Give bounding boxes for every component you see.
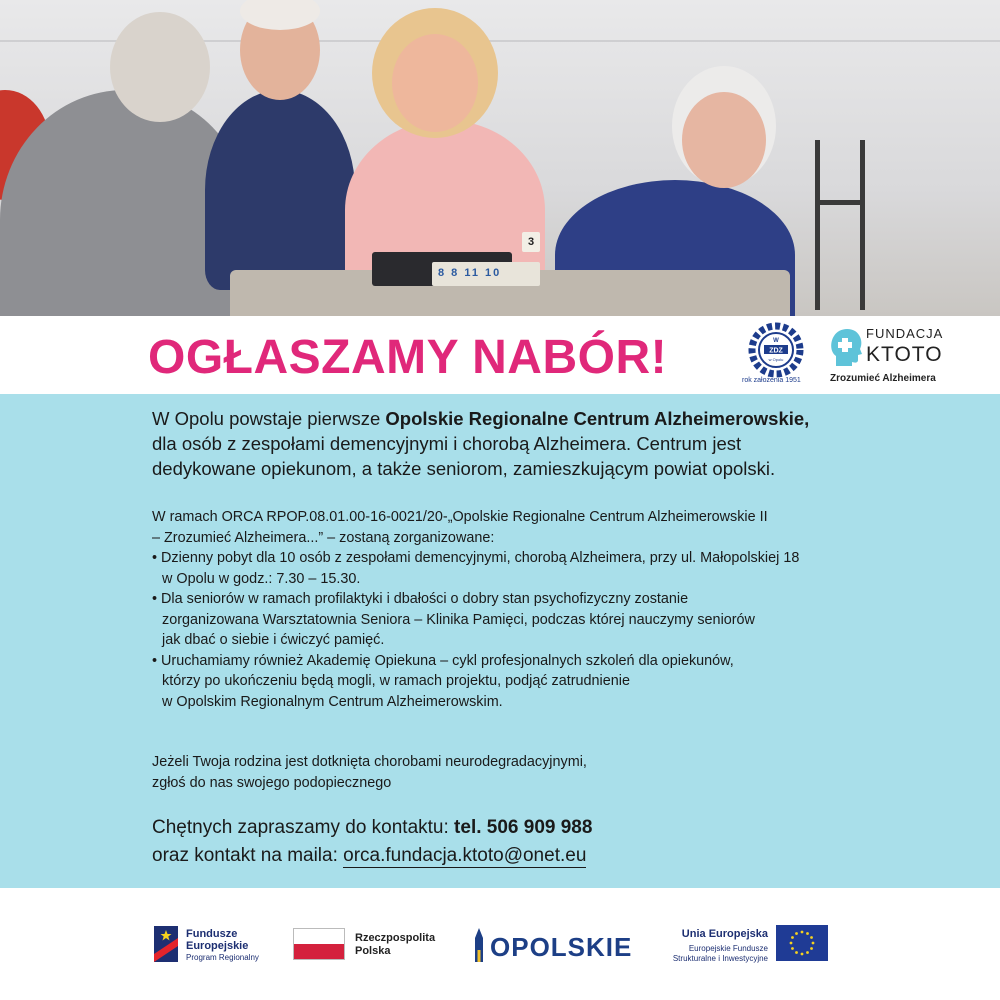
intro-line-3: dedykowane opiekunom, a także seniorom, zamieszkującym powiat opolski. [152, 458, 776, 479]
headline: OGŁASZAMY NABÓR! [148, 331, 668, 384]
eu-star [795, 951, 798, 954]
eu-star [795, 932, 798, 935]
intro-line-2: dla osób z zespołami demencyjnymi i chorobą Alzheimera. Centrum jest [152, 433, 742, 454]
contact-section [152, 814, 852, 870]
zdz-top-letter: W [773, 338, 779, 344]
bullet-academy [152, 651, 952, 713]
ktoto-tagline: Zrozumieć Alzheimera [830, 373, 936, 384]
family-line-1: Jeżeli Twoja rodzina jest dotknięta chorobami neurodegradacyjnymi, [152, 754, 587, 770]
bullet-line: • Uruchamiamy również Akademię Opiekuna – cykl profesjonalnych szkoleń dla opiekunów, [152, 652, 734, 669]
bullet-line: jak dbać o siebie i ćwiczyć pamięć. [162, 632, 385, 648]
mail-prefix: oraz kontakt na maila: [152, 845, 344, 866]
email-link[interactable]: orca.fundacja.ktoto@onet.eu [343, 845, 587, 866]
fundusze-europejskie-icon [152, 924, 180, 964]
fundusze-europejskie-label [186, 928, 248, 952]
family-line-2: zgłoś do nas swojego podopiecznego [152, 775, 392, 791]
ktoto-head-icon [828, 326, 864, 370]
bullet-line: • Dzienny pobyt dla 10 osób z zespołami demencyjnymi, chorobą Alzheimera, przy ul. Małopolskiej 18 [152, 550, 800, 566]
eu-star [791, 947, 794, 950]
poland-flag-icon [293, 928, 345, 960]
zdz-caption: rok założenia 1951 [742, 377, 801, 384]
ue-subtitle [640, 944, 768, 964]
intro-paragraph [152, 406, 952, 481]
opolskie-logo-text: OPOLSKIE [490, 932, 633, 962]
contact-mail-line [152, 842, 852, 870]
eu-star [806, 932, 809, 935]
bullet-line: w Opolskim Regionalnym Centrum Alzheimerowskim. [162, 693, 503, 710]
fe-line-2: Europejskie [186, 940, 249, 952]
ue-title: Unia Europejska [681, 928, 768, 940]
intro-line-1 [152, 406, 952, 431]
ue-sub-1: Europejskie Fundusze [688, 944, 768, 953]
game-tile: 3 [522, 232, 540, 252]
fe-line-1: Fundusze [186, 928, 238, 940]
bullet-line: zorganizowana Warsztatownia Seniora – Klinika Pamięci, podczas której nauczymy seniorów [162, 611, 755, 628]
pl-line-2: Polska [355, 945, 391, 957]
family-call-to-action [152, 752, 852, 794]
intro-center-name: Opolskie Regionalne Centrum Alzheimerowskie, [385, 408, 810, 429]
ktoto-name: KTOTO [866, 343, 943, 366]
eu-star [801, 953, 804, 956]
fe-subtitle: Program Regionalny [186, 953, 259, 962]
eu-star [810, 936, 813, 939]
eu-star [810, 947, 813, 950]
bullet-line: • Dla seniorów w ramach profilaktyki i dbałości o dobry stan psychofizyczny zostanie [152, 591, 689, 607]
pl-line-1: Rzeczpospolita [355, 932, 436, 944]
zdz-logo-icon [748, 322, 804, 384]
bullet-line: którzy po ukończeniu będą mogli, w ramach projektu, podjąć zatrudnienie [162, 673, 630, 689]
orca-section [152, 507, 952, 712]
man-navy-body [205, 90, 355, 290]
phone-number[interactable]: tel. 506 909 988 [454, 817, 593, 838]
eu-star [812, 942, 815, 945]
bullet-seniors [152, 589, 952, 651]
eu-star [791, 936, 794, 939]
rzeczpospolita-label [355, 932, 435, 958]
walker [815, 140, 865, 310]
intro-text: W Opolu powstaje pierwsze [152, 408, 386, 429]
hero-photo [0, 0, 1000, 316]
eu-star [790, 942, 793, 945]
ue-sub-2: Strukturalne i Inwestycyjne [672, 954, 768, 963]
woman-blue-face [682, 92, 766, 188]
orca-line-1: W ramach ORCA RPOP.08.01.00-16-0021/20-„Opolskie Regionalne Centrum Alzheimerowskie II [152, 509, 768, 525]
ktoto-fundacja-label: FUNDACJA [866, 326, 944, 341]
contact-prefix: Chętnych zapraszamy do kontaktu: [152, 817, 455, 838]
orca-line-2: – Zrozumieć Alzheimera...” – zostaną zorganizowane: [152, 529, 495, 546]
man-back-head [110, 12, 210, 122]
zdz-inner-text: ZDZ [769, 347, 783, 355]
eu-star [801, 931, 804, 934]
bullet-line: w Opolu w godz.: 7.30 – 15.30. [162, 570, 361, 587]
woman-pink-face [392, 34, 478, 132]
tile-rack-numbers: 8 8 11 10 [432, 262, 540, 286]
eu-star [806, 951, 809, 954]
eu-flag-icon [776, 925, 828, 961]
bullet-day-stay [152, 548, 952, 589]
contact-phone-line [152, 814, 852, 842]
opolskie-tower-icon [473, 928, 485, 962]
zdz-small-text: w Opolu [768, 357, 784, 362]
